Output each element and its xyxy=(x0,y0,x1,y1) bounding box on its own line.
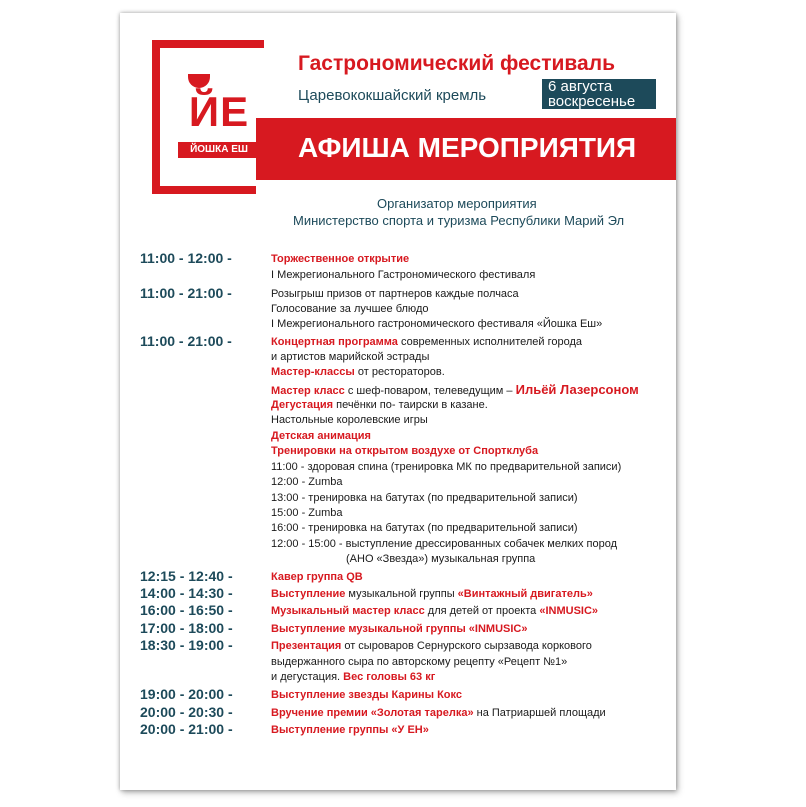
schedule-line: Торжественное открытие xyxy=(271,253,410,265)
time-slot: 11:00 - 21:00 - xyxy=(140,285,232,301)
schedule-line: и артистов марийской эстрады xyxy=(271,351,430,363)
schedule-line: Выступление музыкальной группы «INMUSIC» xyxy=(271,623,528,635)
schedule-line: выдержанного сыра по авторскому рецепту «Рецепт №1» xyxy=(271,656,568,668)
organizer: Министерство спорта и туризма Республики Марий Эл xyxy=(293,213,625,228)
banner-title: АФИША МЕРОПРИЯТИЯ xyxy=(298,132,637,163)
schedule-line: Мастер-классы от рестораторов. xyxy=(271,366,445,378)
schedule-line: Мастер класс с шеф-поваром, телеведущим – Ильёй Лазерсоном xyxy=(271,382,639,397)
schedule-line: Тренировки на открытом воздухе от Спортклуба xyxy=(271,445,539,457)
schedule-line: Концертная программа современных исполнителей города xyxy=(271,336,583,348)
schedule-line: и дегустация. Вес головы 63 кг xyxy=(271,671,436,683)
schedule-line: Розыгрыш призов от партнеров каждые полчаса xyxy=(271,288,519,300)
festival-title: Гастрономический фестиваль xyxy=(298,52,615,75)
schedule-line: Кавер группа QB xyxy=(271,571,363,583)
logo xyxy=(174,72,264,172)
schedule-line: (АНО «Звезда») музыкальная группа xyxy=(346,553,536,565)
time-slot: 11:00 - 21:00 - xyxy=(140,333,232,349)
time-slot: 11:00 - 12:00 - xyxy=(140,250,232,266)
schedule-line: Настольные королевские игры xyxy=(271,414,428,426)
time-slot: 20:00 - 21:00 - xyxy=(140,721,233,737)
date: 6 августа xyxy=(548,78,613,95)
time-slot: 20:00 - 20:30 - xyxy=(140,704,233,720)
venue: Царевококшайский кремль xyxy=(298,87,487,104)
schedule-line: Выступление музыкальной группы «Винтажный двигатель» xyxy=(271,588,593,600)
time-slot: 14:00 - 14:30 - xyxy=(140,585,233,601)
schedule-line: 16:00 - тренировка на батутах (по предварительной записи) xyxy=(271,522,578,534)
schedule-line: 12:00 - Zumba xyxy=(271,476,343,488)
schedule-line: Музыкальный мастер класс для детей от проекта «INMUSIC» xyxy=(271,605,599,617)
schedule-line: Выступление группы «У ЕН» xyxy=(271,724,429,736)
cup-icon xyxy=(188,74,210,88)
time-slot: 18:30 - 19:00 - xyxy=(140,637,233,653)
logo-letters: ЙЕ xyxy=(188,88,250,135)
schedule-line: Выступление звезды Карины Кокс xyxy=(271,689,462,701)
time-slot: 12:15 - 12:40 - xyxy=(140,568,233,584)
schedule-line: I Межрегионального гастрономического фестиваля «Йошка Еш» xyxy=(271,318,603,330)
organizer-label: Организатор мероприятия xyxy=(377,196,537,211)
schedule-line: I Межрегионального Гастрономического фестиваля xyxy=(271,269,536,281)
schedule-line: 13:00 - тренировка на батутах (по предварительной записи) xyxy=(271,492,578,504)
time-slot: 17:00 - 18:00 - xyxy=(140,620,233,636)
schedule-line: 11:00 - здоровая спина (тренировка МК по предварительной записи) xyxy=(271,461,622,473)
schedule-line: 12:00 - 15:00 - выступление дрессированных собачек мелких пород xyxy=(271,538,618,550)
schedule-line: Презентация от сыроваров Сернурского сырзавода коркового xyxy=(271,640,592,652)
schedule-line: Вручение премии «Золотая тарелка» на Патриаршей площади xyxy=(271,707,606,719)
schedule-line: Детская анимация xyxy=(271,430,371,442)
time-slot: 16:00 - 16:50 - xyxy=(140,602,233,618)
time-slot: 19:00 - 20:00 - xyxy=(140,686,233,702)
logo-band: ЙОШКА ЕШ xyxy=(178,142,260,158)
schedule-line: Голосование за лучшее блюдо xyxy=(271,303,429,315)
schedule-line: Дегустация печёнки по- таирски в казане. xyxy=(271,399,488,411)
weekday: воскресенье xyxy=(548,93,636,110)
schedule-line: 15:00 - Zumba xyxy=(271,507,343,519)
